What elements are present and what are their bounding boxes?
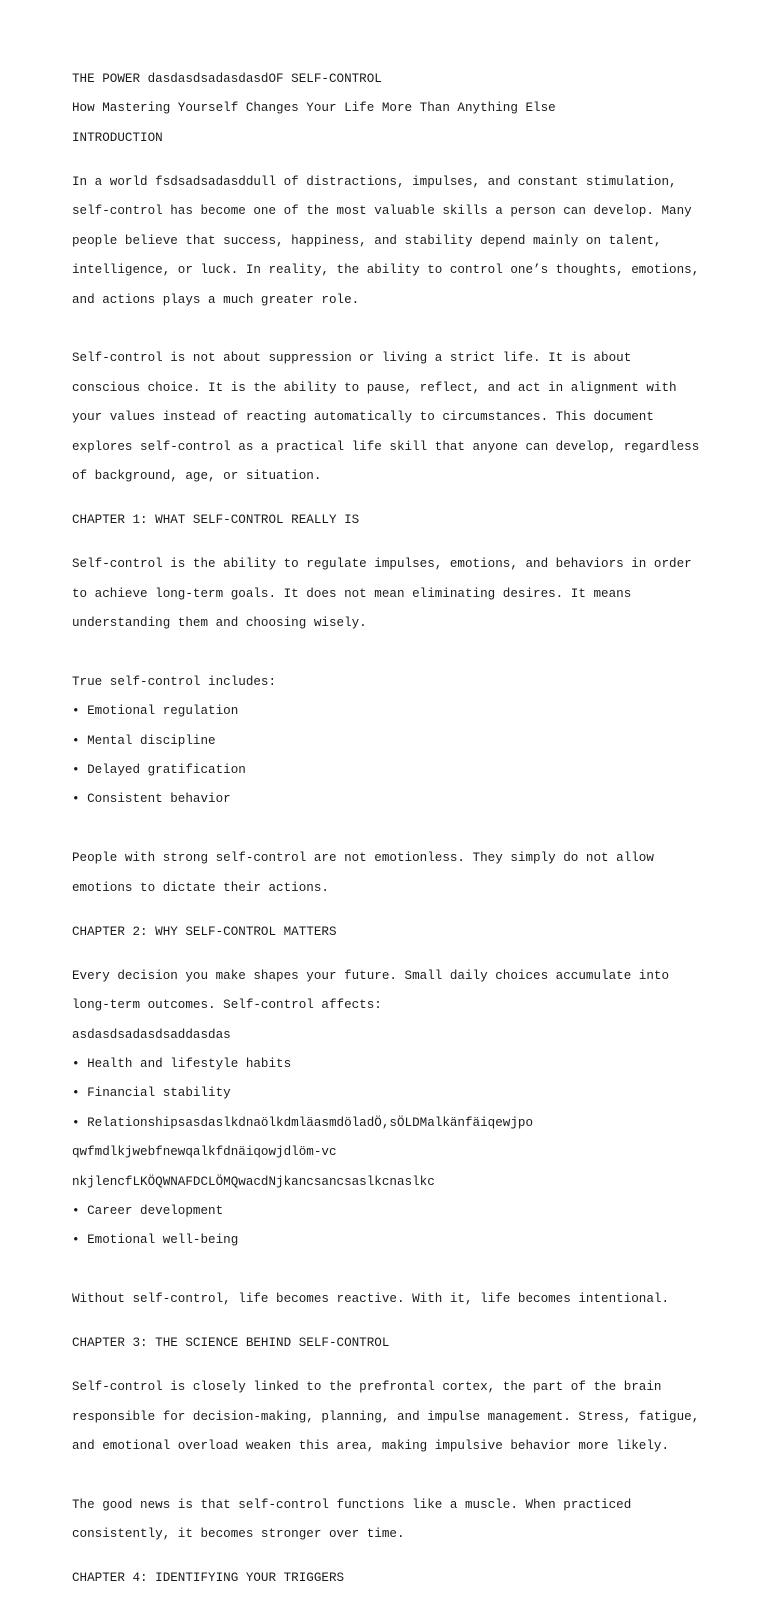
text-line: responsible for decision-making, planning, and impulse management. Stress, fatigue, bbox=[72, 1409, 700, 1424]
text-line: In a world fsdsadsadasddull of distractions, impulses, and constant stimulation, bbox=[72, 174, 677, 189]
chapter-3-paragraph-2 bbox=[72, 1483, 712, 1557]
list-item: • Consistent behavior bbox=[72, 792, 231, 807]
chapter-2-paragraph-2 bbox=[72, 1277, 712, 1321]
text-line: and emotional overload weaken this area, making impulsive behavior more likely. bbox=[72, 1439, 670, 1454]
list-item: • Financial stability bbox=[72, 1086, 231, 1101]
text-line: Self-control is the ability to regulate impulses, emotions, and behaviors in order bbox=[72, 557, 692, 572]
list-item: • Emotional well-being bbox=[72, 1233, 239, 1248]
text-line: to achieve long-term goals. It does not mean eliminating desires. It means bbox=[72, 586, 632, 601]
document-subtitle: How Mastering Yourself Changes Your Life More Than Anything Else bbox=[72, 101, 556, 116]
text-line: your values instead of reacting automatically to circumstances. This document bbox=[72, 410, 654, 425]
text-line: long-term outcomes. Self-control affects: bbox=[72, 998, 382, 1013]
text-line: emotions to dictate their actions. bbox=[72, 880, 329, 895]
list-item: • Emotional regulation bbox=[72, 704, 239, 719]
chapter-4-heading: CHAPTER 4: IDENTIFYING YOUR TRIGGERS bbox=[72, 1571, 345, 1586]
text-line: asdasdsadasdsaddasdas bbox=[72, 1027, 231, 1042]
list-intro: True self-control includes: bbox=[72, 674, 277, 689]
text-line: explores self-control as a practical life skill that anyone can develop, regardless bbox=[72, 439, 700, 454]
text-line: Every decision you make shapes your future. Small daily choices accumulate into bbox=[72, 968, 670, 983]
chapter-3-paragraph-1 bbox=[72, 1366, 712, 1469]
intro-heading: INTRODUCTION bbox=[72, 130, 163, 145]
document-title: THE POWER dasdasdsadasdasdOF SELF-CONTROL bbox=[72, 72, 382, 86]
chapter-1-list bbox=[72, 660, 712, 822]
text-line: The good news is that self-control functions like a muscle. When practiced bbox=[72, 1497, 632, 1512]
text-line: qwfmdlkjwebfnewqalkfdnäiqowjdlöm-vc bbox=[72, 1145, 337, 1160]
text-line: and actions plays a much greater role. bbox=[72, 292, 360, 307]
chapter-3-heading: CHAPTER 3: THE SCIENCE BEHIND SELF-CONTROL bbox=[72, 1336, 390, 1351]
text-line: self-control has become one of the most valuable skills a person can develop. Many bbox=[72, 204, 692, 219]
list-item: • Delayed gratification bbox=[72, 762, 246, 777]
list-item: • Career development bbox=[72, 1203, 224, 1218]
text-line: Without self-control, life becomes reactive. With it, life becomes intentional. bbox=[72, 1292, 670, 1307]
intro-paragraph-1 bbox=[72, 160, 712, 322]
text-line: nkjlencfLKÖQWNAFDCLÖMQwacdNjkancsancsaslkcnaslkc bbox=[72, 1174, 435, 1189]
list-item: • Mental discipline bbox=[72, 733, 216, 748]
chapter-2-list bbox=[72, 954, 712, 1263]
list-item: • RelationshipsasdaslkdnaölkdmläasmdöladÖ,sÖLDMalkänfäiqewjpo bbox=[72, 1115, 534, 1130]
text-line: intelligence, or luck. In reality, the ability to control one’s thoughts, emotions, bbox=[72, 263, 700, 278]
chapter-1-paragraph-2 bbox=[72, 836, 712, 910]
chapter-1-heading: CHAPTER 1: WHAT SELF-CONTROL REALLY IS bbox=[72, 513, 360, 528]
text-line: Self-control is not about suppression or living a strict life. It is about bbox=[72, 351, 632, 366]
text-line: understanding them and choosing wisely. bbox=[72, 615, 367, 630]
text-line: of background, age, or situation. bbox=[72, 468, 322, 483]
list-item: • Health and lifestyle habits bbox=[72, 1056, 292, 1071]
chapter-1-paragraph-1 bbox=[72, 542, 712, 645]
intro-paragraph-2 bbox=[72, 337, 712, 499]
text-line: People with strong self-control are not emotionless. They simply do not allow bbox=[72, 851, 654, 866]
text-line: Self-control is closely linked to the prefrontal cortex, the part of the brain bbox=[72, 1380, 662, 1395]
document-page bbox=[72, 72, 712, 1601]
text-line: conscious choice. It is the ability to pause, reflect, and act in alignment with bbox=[72, 380, 677, 395]
text-line: people believe that success, happiness, and stability depend mainly on talent, bbox=[72, 233, 662, 248]
chapter-2-heading: CHAPTER 2: WHY SELF-CONTROL MATTERS bbox=[72, 924, 337, 939]
text-line: consistently, it becomes stronger over time. bbox=[72, 1527, 405, 1542]
